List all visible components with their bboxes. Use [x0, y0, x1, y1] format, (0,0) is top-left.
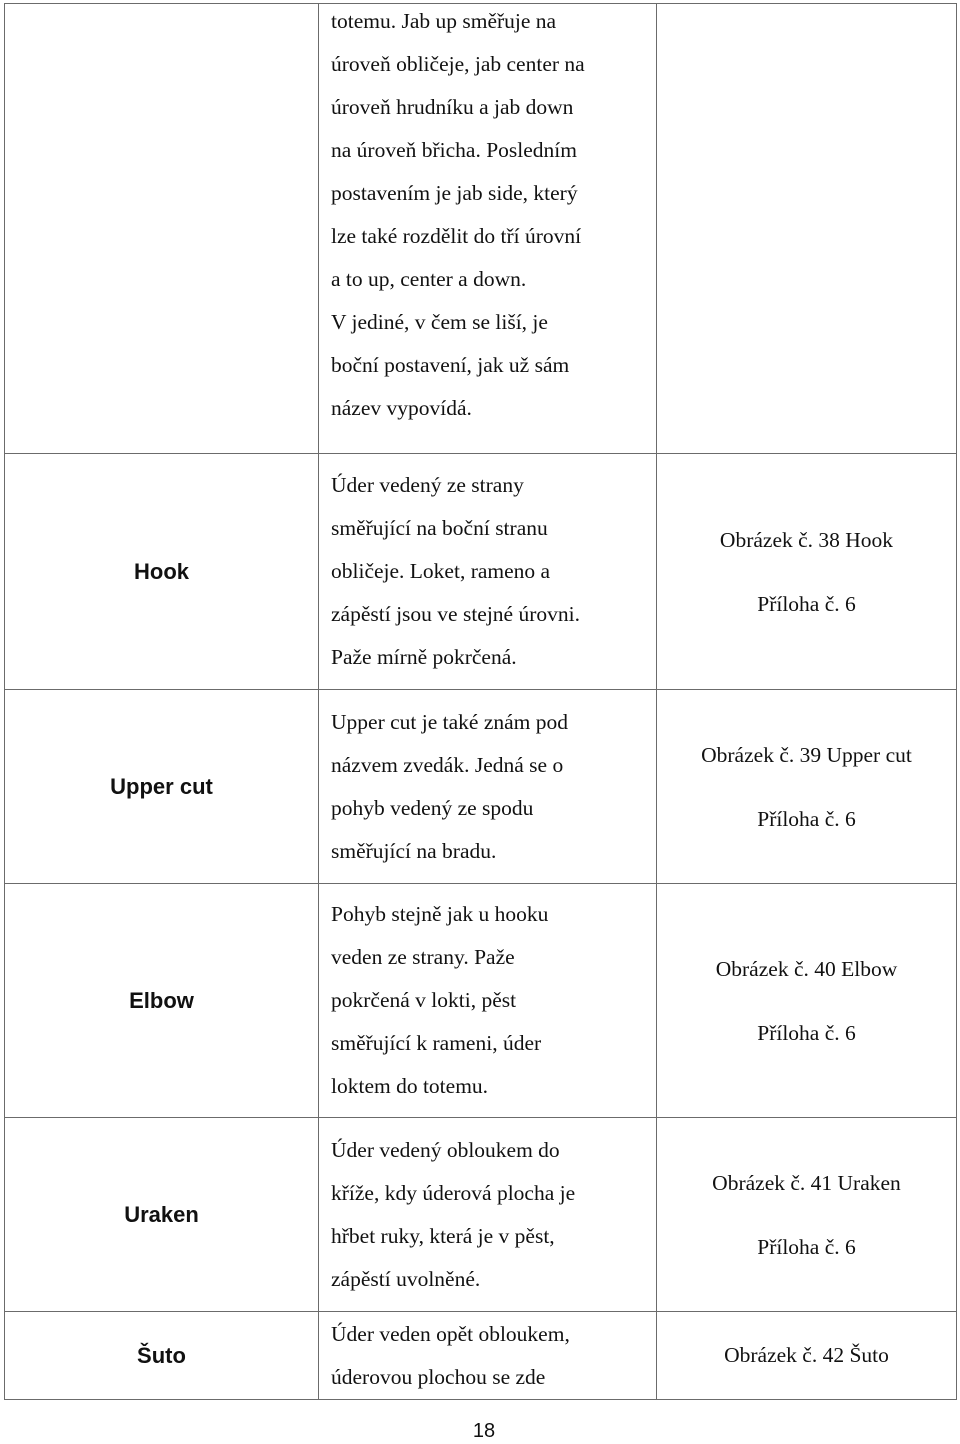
page-number: 18 — [472, 1420, 496, 1442]
table-row — [5, 4, 957, 454]
description-line: Paže mírně pokrčená. — [331, 645, 517, 669]
technique-description-cell — [319, 690, 657, 884]
figure-caption: Obrázek č. 39 Upper cut — [701, 742, 912, 767]
technique-description-cell — [319, 4, 657, 454]
description-line: hřbet ruky, která je v pěst, — [331, 1223, 555, 1248]
description-line: směřující k rameni, úder — [331, 1031, 542, 1055]
technique-name: Uraken — [124, 1201, 199, 1227]
appendix-reference: Příloha č. 6 — [757, 591, 856, 616]
table-row — [5, 690, 957, 884]
table-row — [5, 884, 957, 1118]
description-line: úderovou plochou se zde — [331, 1364, 546, 1389]
techniques-table — [4, 3, 957, 1400]
figure-reference-cell — [657, 1118, 957, 1312]
description-line: směřující na boční stranu — [331, 516, 548, 540]
description-line: zápěstí uvolněné. — [331, 1266, 481, 1291]
description-line: Upper cut je také znám pod — [331, 709, 569, 734]
description-line: obličeje. Loket, rameno a — [331, 559, 551, 583]
figure-caption: Obrázek č. 40 Elbow — [715, 956, 898, 981]
table-row — [5, 454, 957, 690]
technique-name-cell — [5, 1118, 319, 1312]
technique-description-cell — [319, 1118, 657, 1312]
description-line: V jediné, v čem se liší, je — [331, 310, 548, 334]
figure-reference-cell — [657, 454, 957, 690]
description-line: název vypovídá. — [331, 396, 472, 420]
description-line: Úder veden opět obloukem, — [331, 1321, 570, 1346]
description-line: úroveň hrudníku a jab down — [331, 95, 574, 119]
appendix-reference: Příloha č. 6 — [757, 806, 856, 831]
description-line: úroveň obličeje, jab center na — [331, 52, 585, 76]
technique-name: Elbow — [129, 987, 194, 1013]
description-line: totemu. Jab up směřuje na — [331, 9, 557, 33]
description-line: Úder vedený obloukem do — [331, 1137, 560, 1162]
description-line: lze také rozdělit do tří úrovní — [331, 224, 582, 248]
figure-caption: Obrázek č. 42 Šuto — [724, 1343, 889, 1367]
description-line: názvem zvedák. Jedná se o — [331, 752, 564, 777]
description-line: postavením je jab side, který — [331, 181, 578, 205]
description-line: pohyb vedený ze spodu — [331, 795, 534, 820]
description-line: Pohyb stejně jak u hooku — [331, 902, 549, 926]
description-line: zápěstí jsou ve stejné úrovni. — [331, 602, 580, 626]
description-line: pokrčená v lokti, pěst — [331, 988, 517, 1012]
description-line: směřující na bradu. — [331, 838, 497, 863]
technique-description-cell — [319, 454, 657, 690]
figure-reference-cell — [657, 690, 957, 884]
technique-name-cell — [5, 1312, 319, 1400]
table-row — [5, 1312, 957, 1400]
figure-reference-cell — [657, 4, 957, 454]
description-line: veden ze strany. Paže — [331, 945, 515, 969]
technique-name-cell — [5, 690, 319, 884]
figure-reference-cell — [657, 884, 957, 1118]
technique-name-cell — [5, 4, 319, 454]
technique-name: Hook — [134, 558, 189, 584]
technique-name-cell — [5, 454, 319, 690]
figure-reference-cell — [657, 1312, 957, 1400]
description-line: boční postavení, jak už sám — [331, 353, 570, 377]
description-line: loktem do totemu. — [331, 1074, 489, 1098]
appendix-reference: Příloha č. 6 — [757, 1020, 856, 1045]
description-line: a to up, center a down. — [331, 267, 527, 291]
technique-description-cell — [319, 1312, 657, 1400]
description-line: kříže, kdy úderová plocha je — [331, 1180, 576, 1205]
appendix-reference: Příloha č. 6 — [757, 1234, 856, 1259]
technique-name-cell — [5, 884, 319, 1118]
description-line: na úroveň břicha. Posledním — [331, 138, 578, 162]
technique-description-cell — [319, 884, 657, 1118]
figure-caption: Obrázek č. 41 Uraken — [712, 1170, 901, 1195]
technique-name: Upper cut — [110, 773, 213, 799]
table-row — [5, 1118, 957, 1312]
description-line: Úder vedený ze strany — [331, 473, 524, 497]
technique-name: Šuto — [137, 1342, 186, 1368]
figure-caption: Obrázek č. 38 Hook — [719, 527, 894, 552]
